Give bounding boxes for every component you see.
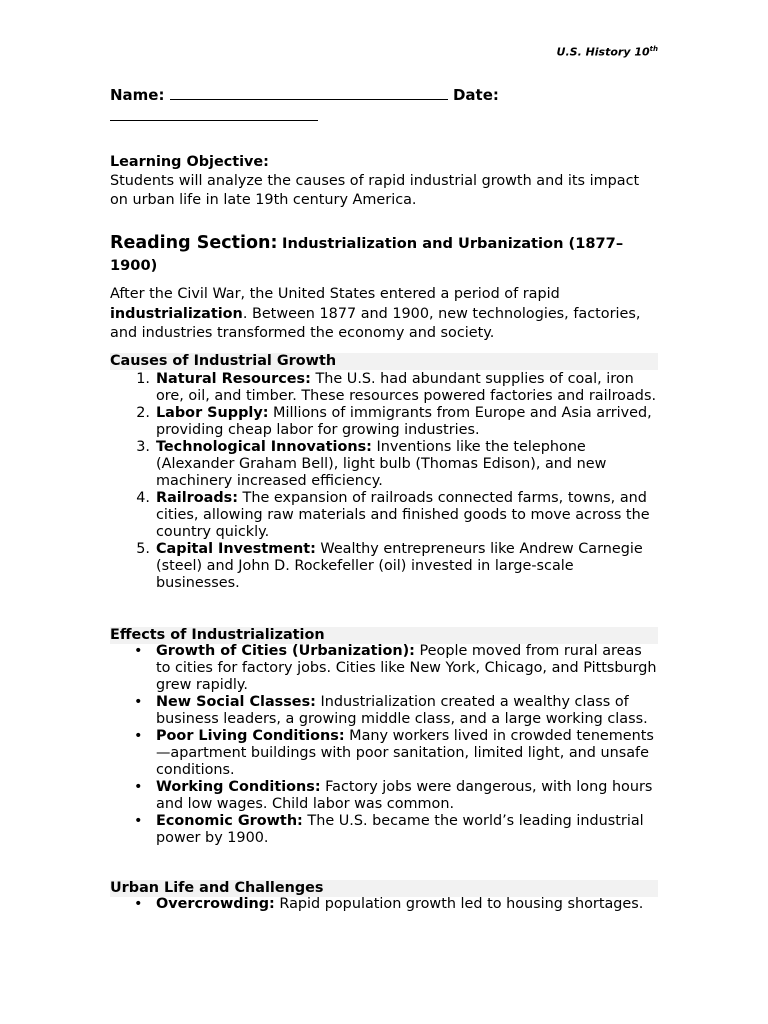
list-item bbox=[110, 371, 658, 405]
name-date-line bbox=[110, 85, 658, 127]
intro-bold-term: industrialization bbox=[110, 305, 243, 322]
causes-heading: Causes of Industrial Growth bbox=[110, 353, 658, 370]
list-item bbox=[110, 490, 658, 541]
list-number: 2. bbox=[136, 405, 150, 421]
list-number: 1. bbox=[136, 371, 150, 387]
list-item bbox=[110, 779, 658, 813]
urban-list bbox=[110, 896, 658, 913]
list-number: 3. bbox=[136, 439, 150, 455]
name-field[interactable] bbox=[170, 85, 448, 100]
course-header: U.S. History 10th bbox=[556, 45, 658, 59]
list-item bbox=[110, 896, 658, 913]
list-item bbox=[110, 694, 658, 728]
bullet-icon: • bbox=[134, 643, 143, 659]
list-item bbox=[110, 405, 658, 439]
item-text: Many workers lived in crowded tenements—apartment buildings with poor sanitation, limited light, and unsafe conditions. bbox=[156, 728, 654, 778]
bullet-icon: • bbox=[134, 896, 143, 912]
item-term: Working Conditions: bbox=[156, 779, 321, 795]
item-text: The U.S. had abundant supplies of coal, iron ore, oil, and timber. These resources powered factories and railroads. bbox=[156, 371, 657, 404]
item-term: Economic Growth: bbox=[156, 813, 303, 829]
item-text: Wealthy entrepreneurs like Andrew Carnegie (steel) and John D. Rockefeller (oil) invested in large-scale businesses. bbox=[156, 541, 643, 591]
list-item bbox=[110, 643, 658, 694]
item-text: Millions of immigrants from Europe and Asia arrived, providing cheap labor for growing industries. bbox=[156, 405, 652, 438]
item-term: Capital Investment: bbox=[156, 541, 316, 557]
item-term: Technological Innovations: bbox=[156, 439, 372, 455]
item-text: Inventions like the telephone (Alexander Graham Bell), light bulb (Thomas Edison), and new machinery increased efficiency. bbox=[156, 439, 607, 489]
item-term: Natural Resources: bbox=[156, 371, 311, 387]
bullet-icon: • bbox=[134, 694, 143, 710]
reading-label: Reading Section: bbox=[110, 233, 278, 253]
item-text: People moved from rural areas to cities for factory jobs. Cities like New York, Chicago, and Pittsburgh grew rapidly. bbox=[156, 643, 657, 693]
name-label: Name: bbox=[110, 86, 165, 104]
list-item bbox=[110, 439, 658, 490]
objective-label: Learning Objective: bbox=[110, 154, 269, 170]
item-term: Poor Living Conditions: bbox=[156, 728, 345, 744]
date-label: Date: bbox=[452, 86, 499, 104]
bullet-icon: • bbox=[134, 779, 143, 795]
list-item bbox=[110, 813, 658, 847]
list-item bbox=[110, 728, 658, 779]
objective-text: Students will analyze the causes of rapid industrial growth and its impact on urban life in late 19th century America. bbox=[110, 173, 640, 208]
list-item bbox=[110, 541, 658, 592]
reading-title: Industrialization and Urbanization (1877–1900) bbox=[110, 235, 624, 274]
list-number: 4. bbox=[136, 490, 150, 506]
bullet-icon: • bbox=[134, 728, 143, 744]
effects-list bbox=[110, 643, 658, 847]
item-text: The expansion of railroads connected farms, towns, and cities, allowing raw materials and finished goods to move across the country quickly. bbox=[156, 490, 650, 540]
urban-heading: Urban Life and Challenges bbox=[110, 880, 658, 897]
item-term: Railroads: bbox=[156, 490, 238, 506]
effects-heading: Effects of Industrialization bbox=[110, 627, 658, 644]
item-term: Overcrowding: bbox=[156, 896, 275, 912]
item-term: New Social Classes: bbox=[156, 694, 316, 710]
item-text: The U.S. became the world’s leading industrial power by 1900. bbox=[156, 813, 644, 846]
item-text: Rapid population growth led to housing shortages. bbox=[274, 896, 644, 912]
list-number: 5. bbox=[136, 541, 150, 557]
intro-paragraph: After the Civil War, the United States entered a period of rapid industrialization. Between 1877 and 1900, new technologies, factories, and industries transformed the economy and society. bbox=[110, 286, 641, 341]
date-field[interactable] bbox=[110, 106, 318, 121]
item-term: Growth of Cities (Urbanization): bbox=[156, 643, 415, 659]
reading-section-heading bbox=[110, 232, 658, 277]
learning-objective bbox=[110, 153, 658, 210]
causes-list bbox=[110, 371, 658, 592]
item-term: Labor Supply: bbox=[156, 405, 269, 421]
bullet-icon: • bbox=[134, 813, 143, 829]
item-text: Factory jobs were dangerous, with long hours and low wages. Child labor was common. bbox=[156, 779, 653, 812]
item-text: Industrialization created a wealthy class of business leaders, a growing middle class, and a large working class. bbox=[156, 694, 648, 727]
